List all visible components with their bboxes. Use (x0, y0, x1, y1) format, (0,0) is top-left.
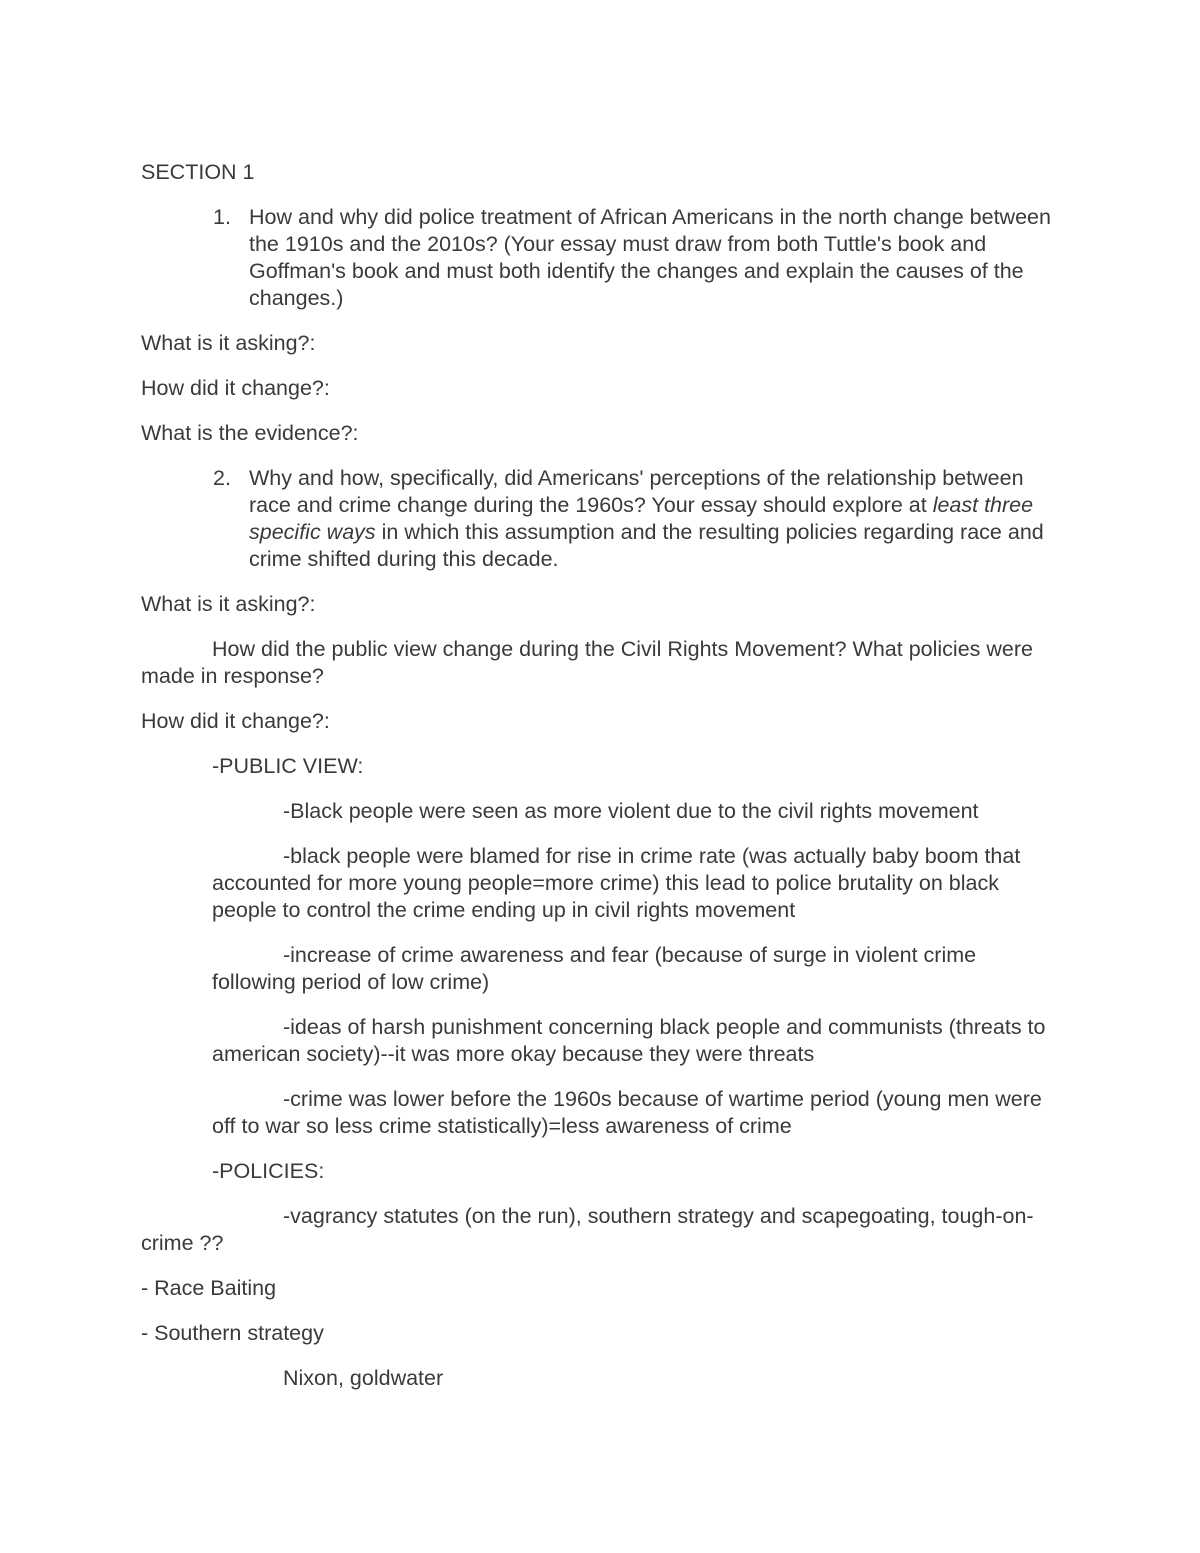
question-2-text-before: Why and how, specifically, did Americans' perceptions of the relationship between race and crime change during the 1960s? Your essay should explore at (249, 466, 1024, 517)
public-view-item: -Black people were seen as more violent due to the civil rights movement (283, 799, 979, 823)
public-view-item: -increase of crime awareness and fear (because of surge in violent crime following period of low crime) (212, 943, 977, 994)
q2-asking-answer: How did the public view change during the Civil Rights Movement? What policies were made in response? (141, 637, 1033, 688)
q2-asking-prompt: What is it asking?: (141, 592, 316, 616)
question-2-text (249, 465, 1061, 573)
question-2 (213, 465, 1061, 573)
q1-change-prompt: How did it change?: (141, 376, 330, 400)
question-2-text-after: in which this assumption and the resulting policies regarding race and crime shifted during this decade. (249, 520, 1044, 571)
race-baiting-note: - Race Baiting (141, 1276, 277, 1300)
question-1-text: How and why did police treatment of African Americans in the north change between the 1910s and the 2010s? (Your essay must draw from both Tuttle's book and Goffman's book and must both identify the changes and explain the causes of the changes.) (249, 205, 1051, 310)
question-2-number: 2. (213, 466, 231, 490)
public-view-heading: -PUBLIC VIEW: (212, 754, 364, 778)
public-view-item: -crime was lower before the 1960s because of wartime period (young men were off to war so less crime statistically)=less awareness of crime (212, 1087, 1042, 1138)
public-view-item: -black people were blamed for rise in crime rate (was actually baby boom that accounted for more young people=more crime) this lead to police brutality on black people to control the crime ending up in civil rights movement (212, 844, 1021, 922)
document-page (141, 159, 1061, 1410)
section-heading: SECTION 1 (141, 160, 255, 184)
policies-heading: -POLICIES: (212, 1159, 325, 1183)
politician-names: Nixon, goldwater (283, 1366, 444, 1390)
question-1-number: 1. (213, 205, 231, 229)
southern-strategy-note: - Southern strategy (141, 1321, 324, 1345)
question-1 (213, 204, 1061, 312)
q1-asking-prompt: What is it asking?: (141, 331, 316, 355)
q1-evidence-prompt: What is the evidence?: (141, 421, 359, 445)
question-2-text-italic: least three specific ways (249, 493, 1034, 544)
policies-item: -vagrancy statutes (on the run), southern strategy and scapegoating, tough-on-crime ?? (141, 1204, 1034, 1255)
public-view-item: -ideas of harsh punishment concerning black people and communists (threats to american society)--it was more okay because they were threats (212, 1015, 1046, 1066)
q2-change-prompt: How did it change?: (141, 709, 330, 733)
